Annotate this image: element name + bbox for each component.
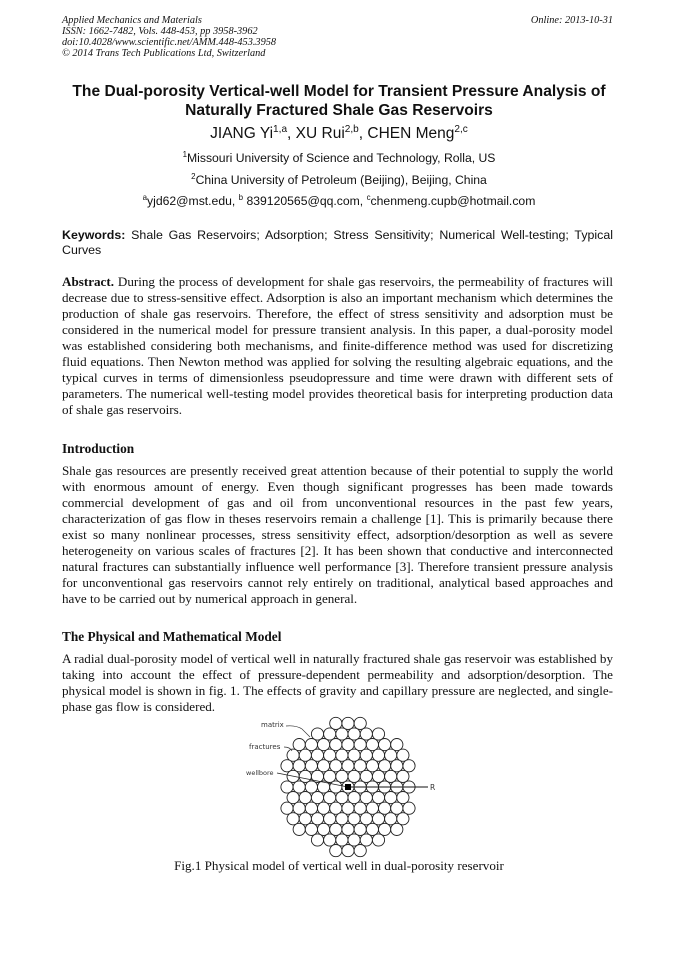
section-heading-model: The Physical and Mathematical Model <box>62 629 282 644</box>
abstract-text: During the process of development for shale gas reservoirs, the permeability of fractures will decrease due to stress-sensitive effect. Adsorption is also an important mechanism which determines the production of shale gas reservoirs. Therefore, the effect of stress sensitivity and adsorption must be considered in the numerical model for pressure transient analysis. In this paper, a dual-porosity model was established considering both mechanisms, and finite-difference method was used for discretizing fluid equations. Then Newton method was applied for solving the resulting algebraic equations, and the typical curves in terms of dimensionless pseudopressure and time were drawn with different sets of parameters. The numerical well-testing model provides theoretical basis for interpreting production data of shale gas reservoirs. <box>62 274 613 417</box>
affiliation-marker: 1 <box>182 149 187 159</box>
copyright-line: © 2014 Trans Tech Publications Ltd, Switzerland <box>62 48 266 59</box>
matrix-leader-line <box>286 726 310 737</box>
affiliation-2 <box>0 173 678 187</box>
email-address[interactable]: chenmeng.cupb@hotmail.com <box>370 194 536 208</box>
email-marker: a <box>142 192 148 202</box>
affiliation-text: Missouri University of Science and Technology, Rolla, US <box>186 151 496 165</box>
email-marker: c <box>366 192 371 202</box>
abstract-label: Abstract. <box>62 274 114 289</box>
keywords-label: Keywords: <box>62 228 126 242</box>
affiliation-text: China University of Petroleum (Beijing), Beijing, China <box>195 173 487 187</box>
journal-header <box>62 15 276 59</box>
section-heading-introduction: Introduction <box>62 441 135 456</box>
issn-line: ISSN: 1662-7482, Vols. 448-453, pp 3958-3962 <box>62 26 258 37</box>
keywords <box>62 228 613 258</box>
label-wellbore: wellbore <box>246 769 274 777</box>
figure-physical-model <box>240 713 460 863</box>
figure-caption: Fig.1 Physical model of vertical well in dual-porosity reservoir <box>174 858 504 873</box>
circle-packing-diagram <box>240 713 460 863</box>
label-matrix: matrix <box>261 721 284 729</box>
author-name: JIANG Yi <box>210 125 274 142</box>
author-affiliation-marker: 2,c <box>454 123 468 135</box>
label-fractures: fractures <box>249 743 281 751</box>
model-text: A radial dual-porosity model of vertical well in naturally fractured shale gas reservoir was established by taking into account the effect of pressure-dependent permeability and adsorption/desorption. The physical model is shown in fig. 1. The effects of gravity and capillary pressure are neglected, and single-phase gas flow is considered. <box>62 651 613 714</box>
email-address[interactable]: yjd62@mst.edu, <box>147 194 239 208</box>
author-separator: , <box>358 125 368 142</box>
author-separator: , <box>287 125 296 142</box>
author-list <box>0 125 678 143</box>
author-affiliation-marker: 1,a <box>273 123 288 135</box>
affiliation-marker: 2 <box>191 171 196 181</box>
abstract <box>62 274 613 418</box>
affiliation-1 <box>0 151 678 165</box>
introduction-text: Shale gas resources are presently received great attention because of their potential to supply the world with enormous amount of energy. Even though significant progresses has been made towards commercial development of gas and oil from unconventional resources in the past few years, characterization of gas flow in theses reservoirs remain a challenge [1]. This is primarily because there exist so many nonlinear processes, stress sensitivity effect, adsorption/desorption as well as severe heterogeneity on various scales of fractures [2]. It has been shown that conductive and interconnected natural fractures can substantially influence well performance [3]. Therefore transient pressure analysis for unconventional gas reservoirs cannot rely entirely on traditional, analytical based approaches and have to be carried out by numerical approach in general. <box>62 463 613 606</box>
author-name: CHEN Meng <box>367 125 455 142</box>
paper-title: The Dual-porosity Vertical-well Model for Transient Pressure Analysis of Naturally Fractured Shale Gas Reservoirs <box>72 83 606 119</box>
doi-line: doi:10.4028/www.scientific.net/AMM.448-453.3958 <box>62 37 277 48</box>
wellbore-icon <box>345 784 351 790</box>
email-list <box>0 194 678 208</box>
author-affiliation-marker: 2,b <box>344 123 359 135</box>
author-name: XU Rui <box>295 125 345 142</box>
keywords-text: Shale Gas Reservoirs; Adsorption; Stress Sensitivity; Numerical Well-testing; Typical Curves <box>62 228 613 257</box>
journal-name: Applied Mechanics and Materials <box>62 15 202 26</box>
online-date: Online: 2013-10-31 <box>530 15 613 26</box>
email-address[interactable]: 839120565@qq.com, <box>243 194 367 208</box>
label-radius: R <box>430 783 436 792</box>
email-marker: b <box>238 192 244 202</box>
